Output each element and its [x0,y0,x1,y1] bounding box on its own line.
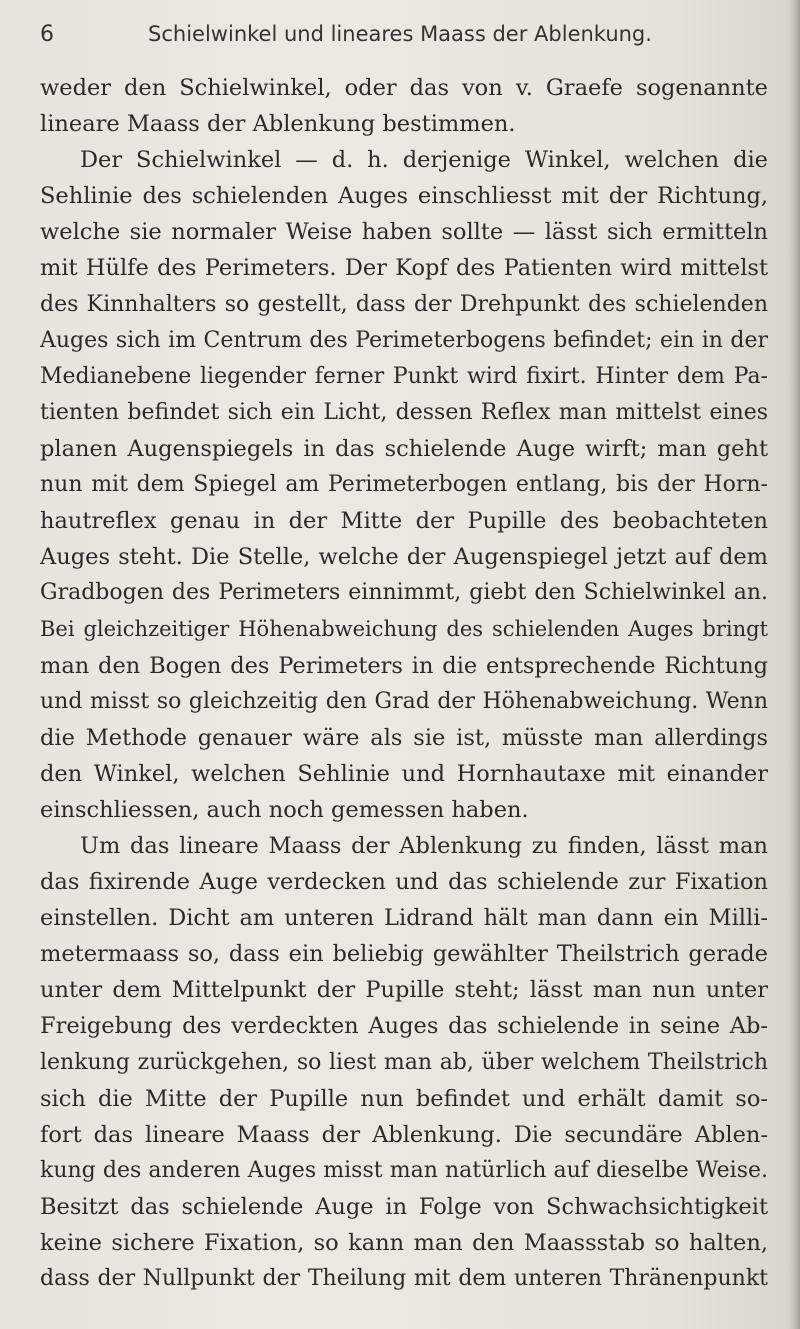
text-line: Gradbogen des Perimeters einnimmt, giebt den Schielwinkel an. [40,580,768,606]
running-title: Schielwinkel und lineares Maass der Ablenkung. [148,22,652,46]
text-line: welche sie normaler Weise haben sollte — lässt sich ermitteln [40,219,768,246]
text-line: metermaass so, dass ein beliebig gewählter Theilstrich gerade [40,941,768,968]
text-line: keine sichere Fixation, so kann man den Maassstab so halten, [40,1230,768,1256]
page-edge-shadow [788,0,800,1329]
text-line: planen Augenspiegels in das schielende Auge wirft; man geht [40,435,768,462]
text-line: einstellen. Dicht am unteren Lidrand hält man dann ein Milli- [40,905,768,932]
text-line: Bei gleichzeitiger Höhenabweichung des schielenden Auges bringt [40,617,768,642]
text-line: Auges steht. Die Stelle, welche der Augenspiegel jetzt auf dem [40,544,768,571]
text-line: weder den Schielwinkel, oder das von v. Graefe sogenannte [40,75,768,101]
page-number: 6 [40,22,54,47]
text-line: nun mit dem Spiegel am Perimeterbogen entlang, bis der Horn- [40,472,768,498]
text-line: den Winkel, welchen Sehlinie und Hornhautaxe mit einander [40,760,768,787]
text-line: Besitzt das schielende Auge in Folge von Schwachsichtigkeit [40,1193,768,1220]
text-line: und misst so gleichzeitig den Grad der Höhenabweichung. Wenn [40,688,768,714]
text-line: hautreflex genau in der Mitte der Pupille des beobachteten [40,508,768,535]
text-line: Der Schielwinkel — d. h. derjenige Winkel, welchen die [80,147,768,174]
text-line: lineare Maass der Ablenkung bestimmen. [40,111,516,138]
text-line: dass der Nullpunkt der Theilung mit dem unteren Thränenpunkt [40,1266,768,1292]
text-line: tienten befindet sich ein Licht, dessen Reflex man mittelst eines [40,399,768,425]
text-line: fort das lineare Maass der Ablenkung. Die secundäre Ablen- [40,1121,768,1148]
text-line: einschliessen, auch noch gemessen haben. [40,796,529,823]
text-line: Medianebene liegender ferner Punkt wird fixirt. Hinter dem Pa- [40,363,768,389]
text-line: mit Hülfe des Perimeters. Der Kopf des Patienten wird mittelst [40,255,768,282]
text-line: Sehlinie des schielenden Auges einschliesst mit der Richtung, [40,183,768,210]
text-line: Um das lineare Maass der Ablenkung zu finden, lässt man [80,832,768,859]
text-line: lenkung zurückgehen, so liest man ab, über welchem Theilstrich [40,1049,768,1075]
text-line: das fixirende Auge verdecken und das schielende zur Fixation [40,869,768,896]
text-line: die Methode genauer wäre als sie ist, müsste man allerdings [40,724,768,751]
body-text [40,70,768,1320]
text-line: Auges sich im Centrum des Perimeterbogens befindet; ein in der [40,327,768,353]
text-line: sich die Mitte der Pupille nun befindet und erhält damit so- [40,1085,768,1112]
text-line: Freigebung des verdeckten Auges das schielende in seine Ab- [40,1013,768,1040]
text-line: kung des anderen Auges misst man natürlich auf dieselbe Weise. [40,1157,768,1183]
text-line: des Kinnhalters so gestellt, dass der Drehpunkt des schielenden [40,291,768,317]
text-line: man den Bogen des Perimeters in die entsprechende Richtung [40,652,768,679]
text-line: unter dem Mittelpunkt der Pupille steht; lässt man nun unter [40,977,768,1004]
page-header [40,16,760,56]
